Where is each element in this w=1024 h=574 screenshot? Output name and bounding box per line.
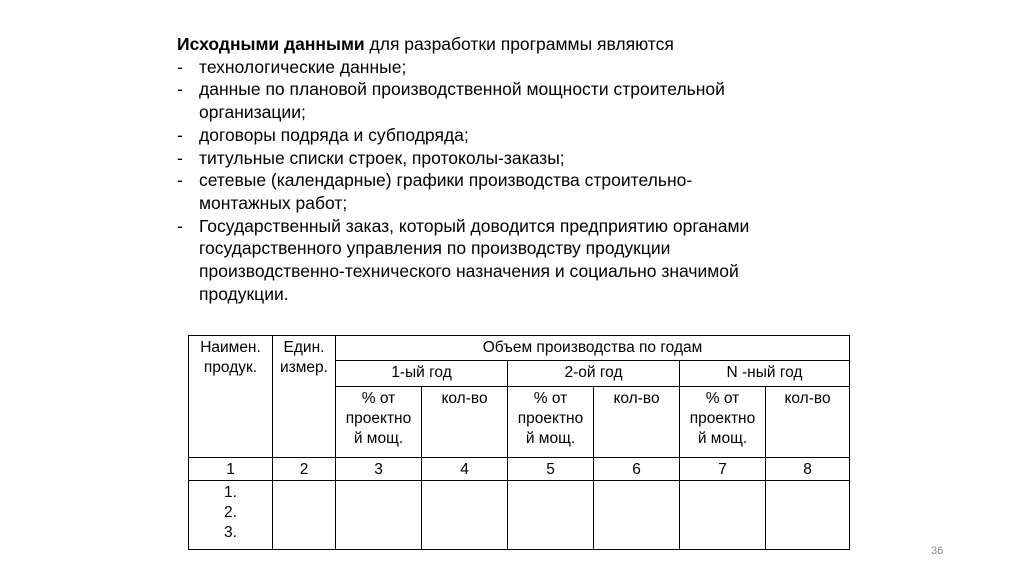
column-number: 2: [273, 458, 336, 481]
list-item-line: продукции.: [199, 283, 289, 304]
header-quantity: кол-во: [594, 386, 680, 457]
column-number: 8: [766, 458, 850, 481]
empty-cell: [273, 481, 336, 550]
intro-paragraph: [177, 33, 827, 56]
list-item-line: государственного управления по производству продукции: [199, 238, 671, 259]
list-item-line: технологические данные;: [199, 56, 407, 77]
empty-cell: [422, 481, 508, 550]
column-number: 6: [594, 458, 680, 481]
header-year-2: 2-ой год: [508, 361, 680, 387]
list-item-line: организации;: [199, 102, 306, 123]
header-quantity: кол-во: [766, 386, 850, 457]
source-data-list: [177, 56, 827, 306]
column-number: 5: [508, 458, 594, 481]
header-quantity: кол-во: [422, 386, 508, 457]
column-number: 7: [680, 458, 766, 481]
list-item-line: монтажных работ;: [199, 192, 348, 213]
list-item-line: Государственный заказ, который доводится предприятию органами: [199, 215, 750, 236]
list-item-line: договоры подряда и субподряда;: [199, 124, 469, 145]
column-number: 4: [422, 458, 508, 481]
empty-cell: [680, 481, 766, 550]
page-number: 36: [931, 545, 944, 557]
list-item: [177, 215, 827, 306]
list-item-line: титульные списки строек, протоколы-заказы;: [199, 147, 565, 168]
empty-cell: [766, 481, 850, 550]
column-number: 3: [336, 458, 422, 481]
list-item: [177, 169, 827, 214]
list-item-line: данные по плановой производственной мощности строительной: [199, 79, 725, 100]
text-block: [177, 33, 827, 305]
empty-cell: [594, 481, 680, 550]
header-year-n: N -ный год: [680, 361, 850, 387]
column-number: 1: [189, 458, 273, 481]
header-percent-capacity: % от проектно й мощ.: [680, 386, 766, 457]
list-dash: -: [177, 215, 183, 236]
row-numbers: 1. 2. 3.: [189, 481, 273, 550]
list-dash: -: [177, 170, 183, 191]
list-dash: -: [177, 79, 183, 100]
header-percent-capacity: % от проектно й мощ.: [336, 386, 422, 457]
list-item: [177, 147, 827, 170]
list-dash: -: [177, 56, 183, 77]
list-dash: -: [177, 124, 183, 145]
empty-cell: [336, 481, 422, 550]
header-year-1: 1-ый год: [336, 361, 508, 387]
list-dash: -: [177, 147, 183, 168]
header-percent-capacity: % от проектно й мощ.: [508, 386, 594, 457]
empty-cell: [508, 481, 594, 550]
list-item-line: сетевые (календарные) графики производства строительно-: [199, 170, 693, 191]
header-product-name: Наимен. продук.: [189, 336, 273, 458]
list-item: [177, 78, 827, 123]
intro-bold: Исходными данными: [177, 34, 365, 54]
list-item: [177, 124, 827, 147]
table-row: [189, 481, 850, 550]
column-number-row: [189, 458, 850, 481]
list-item-line: производственно-технического назначения и социально значимой: [199, 261, 739, 282]
list-item: [177, 56, 827, 79]
production-volume-table: [188, 335, 850, 550]
intro-rest: для разработки программы являются: [364, 34, 674, 54]
header-volume-by-year: Объем производства по годам: [336, 336, 850, 361]
header-unit: Един. измер.: [273, 336, 336, 458]
